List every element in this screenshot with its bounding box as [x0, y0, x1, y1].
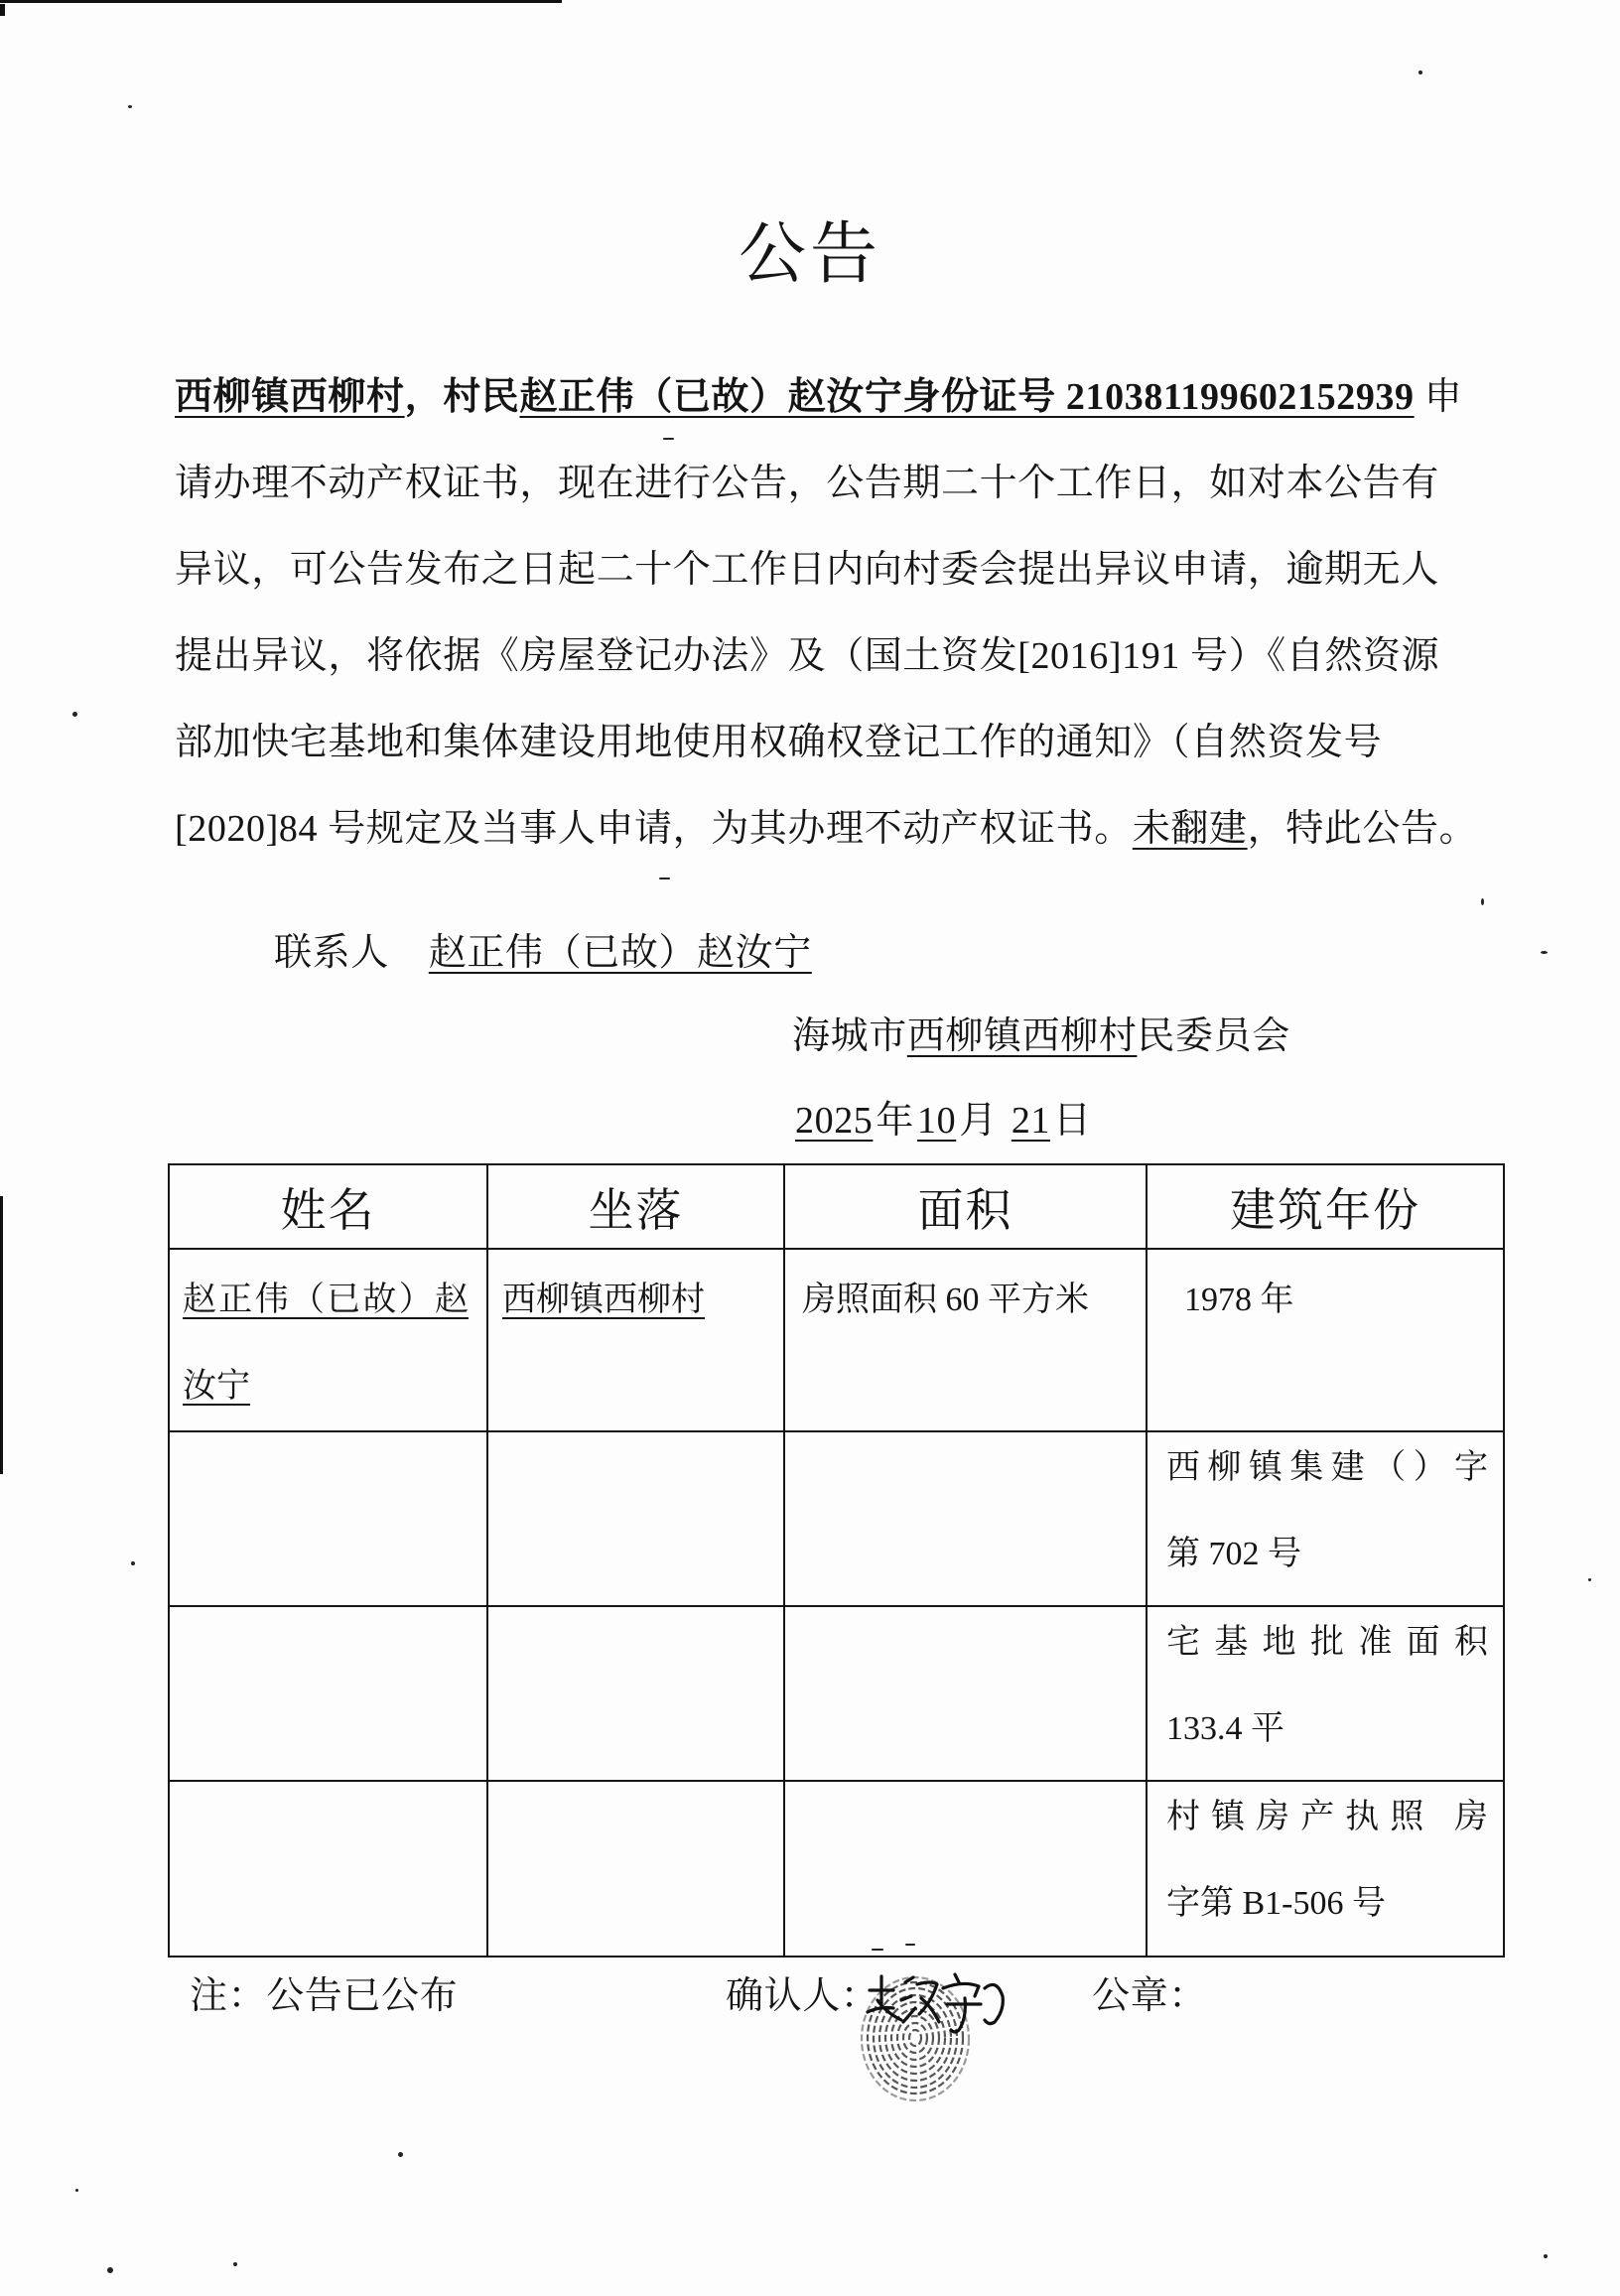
body-line-5: 部加快宅基地和集体建设用地使用权确权登记工作的通知》（自然资发号	[175, 722, 1383, 763]
empty-cell	[169, 1781, 487, 1957]
date-year-unit: 年	[876, 1100, 915, 1142]
empty-cell	[487, 1781, 784, 1957]
header-name: 姓名	[169, 1164, 487, 1249]
not-rebuilt-mark: 未翻建	[1132, 808, 1248, 850]
contact-name: 赵正伟（已故）赵汝宁	[428, 932, 812, 974]
cell-line	[502, 1257, 773, 1343]
cell-line: 字第 B1-506 号	[1166, 1885, 1386, 1922]
issuer-place: 西柳镇西柳村	[906, 1015, 1138, 1057]
official-seal-label: 公章：	[1092, 1975, 1207, 2017]
date-month-unit: 月	[959, 1100, 998, 1142]
issuer-line	[792, 1007, 1290, 1066]
scan-speck	[107, 2267, 113, 2273]
issuer-suffix: 民委员会	[1137, 1015, 1290, 1057]
contact-line	[274, 923, 812, 983]
applicant-id: 赵正伟（已故）赵汝宁身份证号 210381199602152939	[519, 376, 1415, 418]
cell-line: 宅基地批准面积	[1166, 1624, 1488, 1661]
body-line-4: 提出异议，将依据《房屋登记办法》及（国土资发[2016]191 号）《自然资源	[175, 635, 1440, 677]
cell-certificate	[1147, 1431, 1504, 1606]
cell-line: 房照面积 60 平方米	[802, 1282, 1089, 1318]
empty-cell	[169, 1431, 487, 1606]
cell-line: 村镇房产执照 房	[1166, 1799, 1488, 1835]
scan-edge-left	[0, 1196, 3, 1474]
header-build-year: 建筑年份	[1147, 1164, 1504, 1249]
empty-cell	[169, 1606, 487, 1781]
footer-note: 注：公告已公布	[190, 1975, 459, 2017]
cell-location	[487, 1249, 784, 1431]
cell-line: 第 702 号	[1166, 1536, 1301, 1572]
scan-speck	[1418, 70, 1422, 74]
empty-cell	[784, 1431, 1147, 1606]
body-line-3: 异议，可公告发布之日起二十个工作日内向村委会提出异议申请，逾期无人	[175, 549, 1439, 591]
table-header-row	[169, 1164, 1504, 1249]
date-year: 2025	[795, 1100, 874, 1142]
notice-date	[792, 1091, 1092, 1150]
property-table	[168, 1163, 1505, 1958]
empty-cell	[784, 1781, 1147, 1957]
cell-area	[784, 1249, 1147, 1431]
cell-line	[183, 1343, 469, 1429]
scan-speck	[659, 878, 670, 879]
date-day-unit: 日	[1053, 1100, 1092, 1142]
body-line-2: 请办理不动产权证书，现在进行公告，公告期二十个工作日，如对本公告有	[175, 463, 1439, 504]
table-row	[169, 1606, 1504, 1781]
header-area: 面积	[784, 1164, 1147, 1249]
cell-name	[169, 1249, 487, 1431]
line1-tail: 申	[1414, 376, 1463, 418]
date-day: 21	[1011, 1100, 1051, 1142]
scan-speck	[1588, 1578, 1591, 1581]
date-month: 10	[917, 1100, 957, 1142]
body-line-6	[175, 786, 1495, 873]
line6-closing: ，特此公告。	[1247, 808, 1478, 850]
line6-text: [2020]84 号规定及当事人申请，为其办理不动产权证书。	[175, 808, 1133, 850]
cell-line: 赵正伟（已故）赵	[183, 1282, 469, 1318]
empty-cell	[487, 1606, 784, 1781]
cell-homestead-area	[1147, 1606, 1504, 1781]
fingerprint	[862, 1977, 969, 2100]
cell-line: 1978 年	[1184, 1282, 1294, 1318]
scan-speck	[131, 1561, 135, 1565]
empty-cell	[487, 1431, 784, 1606]
cell-line: 133.4 平	[1166, 1710, 1284, 1747]
scan-speck	[1481, 898, 1484, 905]
signature-fingerprint	[844, 1941, 1032, 2104]
scan-speck	[1544, 2254, 1548, 2258]
notice-title: 公告	[738, 216, 881, 292]
issuer-prefix: 海城市	[792, 1015, 907, 1057]
contact-label: 联系人	[274, 932, 389, 974]
scan-speck	[75, 2189, 78, 2192]
cell-line-text: 汝宁	[183, 1368, 250, 1405]
table-row	[169, 1781, 1504, 1957]
header-location: 坐落	[487, 1164, 784, 1249]
cell-house-license	[1147, 1781, 1504, 1957]
table-row	[169, 1431, 1504, 1606]
empty-cell	[784, 1606, 1147, 1781]
villager-prefix: ，村民	[404, 376, 520, 418]
notice-body	[175, 354, 1495, 873]
scan-edge-mark	[0, 4, 5, 16]
scan-speck	[128, 105, 132, 108]
scan-edge-top	[0, 0, 562, 3]
cell-line-text: 西柳镇西柳村	[502, 1282, 705, 1318]
scan-speck	[1541, 951, 1548, 954]
scan-speck	[72, 712, 77, 717]
body-line-1	[175, 354, 1495, 441]
confirmer-label: 确认人：	[726, 1975, 879, 2017]
scan-speck	[233, 2262, 237, 2266]
table-row	[169, 1249, 1504, 1431]
village-name: 西柳镇西柳村	[175, 376, 405, 418]
cell-build-year	[1147, 1249, 1504, 1431]
cell-line: 西柳镇集建（）字	[1166, 1449, 1488, 1486]
scan-speck	[398, 2152, 403, 2157]
